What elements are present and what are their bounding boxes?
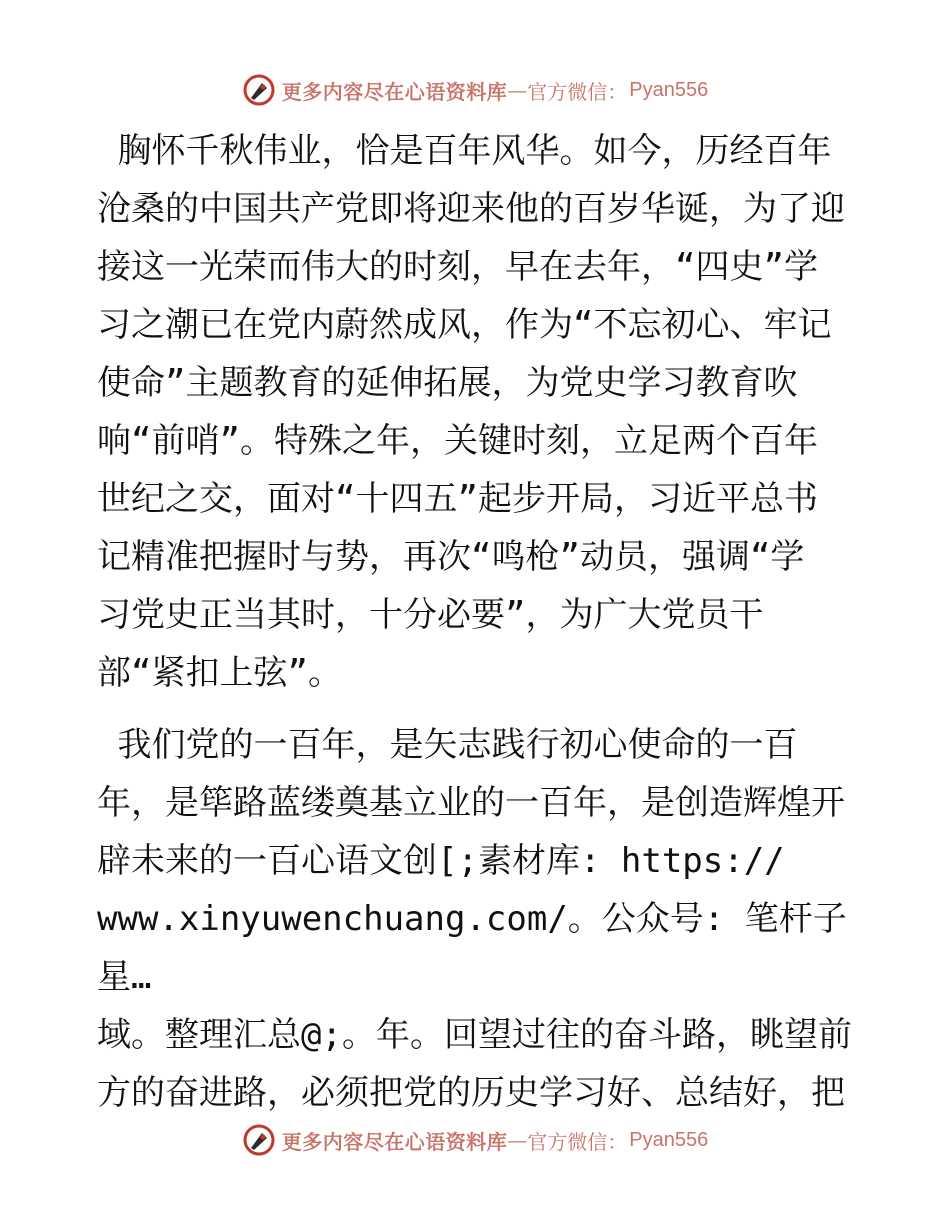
footer-separator: — <box>507 1128 528 1152</box>
paragraph-2-line-6: 方的奋进路，必须把党的历史学习好、总结好，把 <box>97 1073 845 1113</box>
header-wechat-account: Pyan556 <box>629 78 709 101</box>
paragraph-1-line-3: 接这一光荣而伟大的时刻，早在去年，“四史”学 <box>97 247 818 287</box>
footer-wechat-account: Pyan556 <box>629 1128 709 1151</box>
paragraph-1 <box>97 122 857 702</box>
header-brand-text: 更多内容尽在心语资料库 <box>281 79 508 104</box>
header-separator: — <box>507 78 528 102</box>
paragraph-1-line-9: 习党史正当其时，十分必要”，为广大党员干 <box>97 595 764 635</box>
document-body <box>97 122 857 1122</box>
header-wechat-label: 官方微信： <box>527 79 628 104</box>
paragraph-2-line-5: 域。整理汇总@;。年。回望过往的奋斗路，眺望前 <box>97 1015 852 1055</box>
paragraph-1-line-4: 习之潮已在党内蔚然成风，作为“不忘初心、牢记 <box>97 305 832 345</box>
paragraph-2-line-1: 我们党的一百年，是矢志践行初心使命的一百 <box>97 725 798 765</box>
paragraph-2-line-3: 辟未来的一百心语文创[;素材库: https:// <box>97 841 785 881</box>
paragraph-2-line-2: 年，是筚路蓝缕奠基立业的一百年，是创造辉煌开 <box>97 783 845 823</box>
paragraph-2 <box>97 716 857 1122</box>
paragraph-1-line-1: 胸怀千秋伟业，恰是百年风华。如今，历经百年 <box>97 131 832 171</box>
footer-wechat-label: 官方微信： <box>527 1129 628 1154</box>
footer-brand-text: 更多内容尽在心语资料库 <box>281 1129 508 1154</box>
paragraph-1-line-5: 使命”主题教育的延伸拓展，为党史学习教育吹 <box>97 363 798 403</box>
paragraph-2-line-4: www.xinyuwenchuang.com/。公众号: 笔杆子星… <box>97 899 847 997</box>
paragraph-1-line-8: 记精准把握时与势，再次“鸣枪”动员，强调“学 <box>97 537 805 577</box>
paragraph-1-line-7: 世纪之交，面对“十四五”起步开局，习近平总书 <box>97 479 818 519</box>
paragraph-1-line-2: 沧桑的中国共产党即将迎来他的百岁华诞，为了迎 <box>97 189 845 229</box>
pen-nib-logo-icon <box>242 1123 276 1157</box>
paragraph-1-line-10: 部“紧扣上弦”。 <box>97 653 342 693</box>
pen-nib-logo-icon <box>242 73 276 107</box>
header-banner <box>0 70 950 110</box>
footer-banner <box>0 1120 950 1160</box>
paragraph-1-line-6: 响“前哨”。特殊之年，关键时刻，立足两个百年 <box>97 421 818 461</box>
